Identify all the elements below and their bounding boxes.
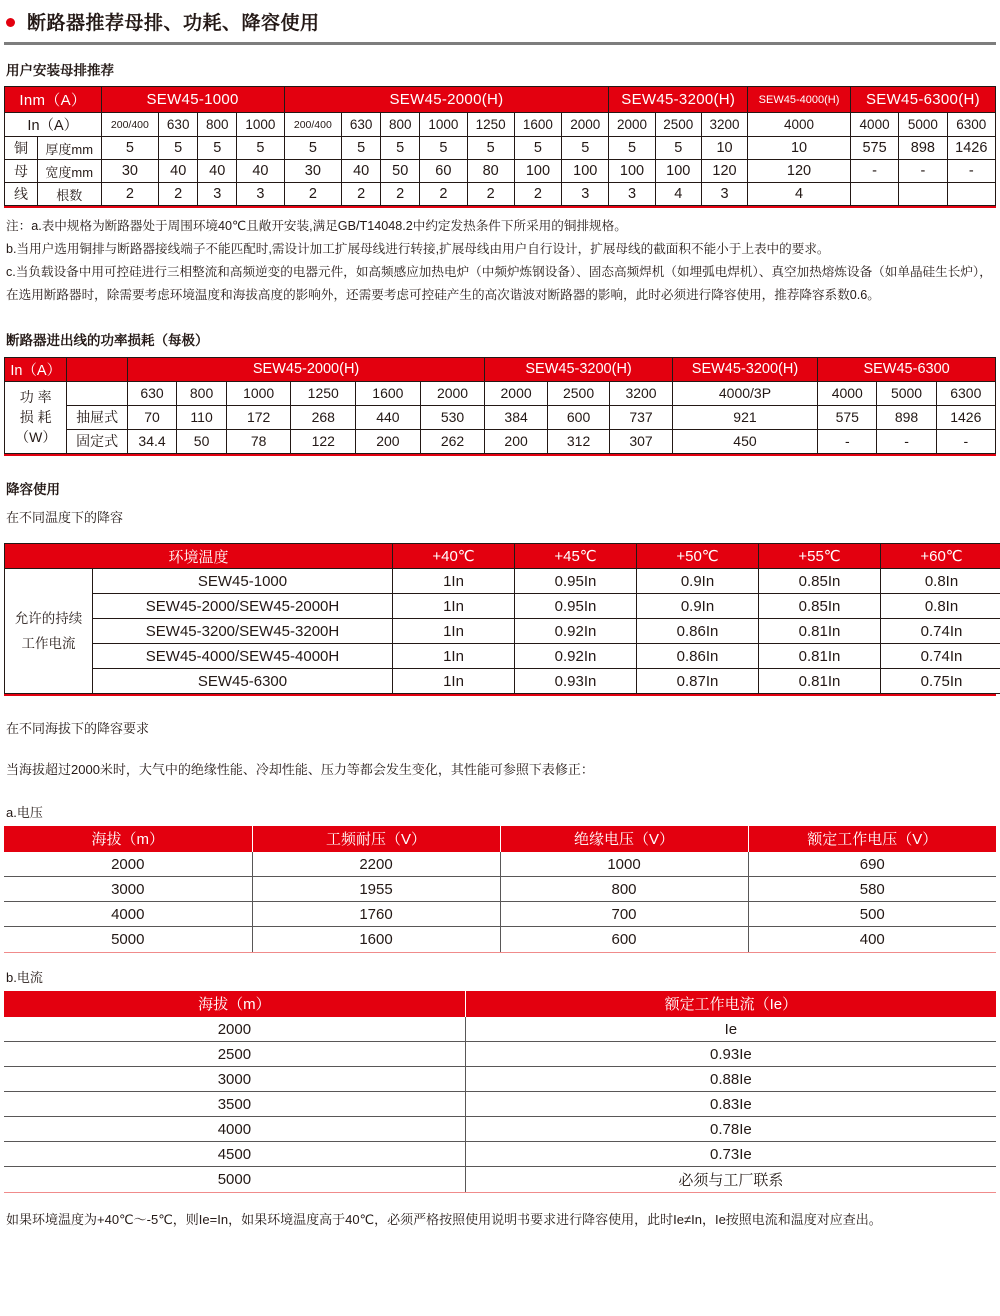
temp-header-ambient: 环境温度 — [5, 544, 393, 569]
busbar-in-value: 3200 — [701, 113, 747, 137]
busbar-cell: - — [850, 160, 898, 183]
busbar-in-row — [5, 113, 996, 137]
busbar-cell: 3 — [701, 183, 747, 206]
loss-table-bottom-rule — [4, 454, 996, 456]
busbar-cell: 898 — [899, 137, 947, 160]
busbar-group-sew45-1000: SEW45-1000 — [101, 87, 284, 113]
temp-cell: 1In — [393, 569, 515, 594]
busbar-cell: 30 — [284, 160, 342, 183]
temp-header-50: +50℃ — [637, 544, 759, 569]
busbar-cell: 100 — [562, 160, 609, 183]
busbar-in-value: 2500 — [655, 113, 701, 137]
busbar-cell: 5 — [342, 137, 381, 160]
loss-left-label-line-3: （W） — [15, 429, 57, 446]
loss-cell: 200 — [485, 429, 547, 453]
temp-row-model: SEW45-4000/SEW45-4000H — [93, 644, 393, 669]
voltage-cell: 700 — [500, 902, 748, 927]
loss-cell: 384 — [485, 405, 547, 429]
busbar-cell: 40 — [237, 160, 284, 183]
loss-ratings-row — [5, 381, 996, 405]
voltage-header-rated: 额定工作电压（V） — [748, 826, 996, 852]
current-cell: 2000 — [4, 1017, 465, 1042]
loss-row-label: 抽屉式 — [67, 405, 127, 429]
temp-table-wrap — [4, 543, 996, 696]
voltage-cell: 690 — [748, 852, 996, 877]
current-cell: 3000 — [4, 1067, 465, 1092]
loss-cell: 450 — [672, 429, 817, 453]
busbar-cell: - — [947, 160, 995, 183]
current-cell: Ie — [465, 1017, 996, 1042]
temp-cell: 0.9In — [637, 569, 759, 594]
busbar-cell: 2 — [342, 183, 381, 206]
current-table-wrap — [4, 991, 996, 1193]
busbar-in-value: 800 — [198, 113, 237, 137]
voltage-cell: 4000 — [4, 902, 252, 927]
subheading-alt-derate: 在不同海拔下的降容要求 — [6, 721, 150, 737]
loss-rating: 6300 — [936, 381, 995, 405]
loss-row-drawer — [5, 405, 996, 429]
voltage-cell: 1000 — [500, 852, 748, 877]
current-cell: 2500 — [4, 1042, 465, 1067]
loss-cell: 172 — [226, 405, 291, 429]
busbar-in-value: 1000 — [420, 113, 467, 137]
busbar-cell: 2 — [381, 183, 420, 206]
loss-cell: 575 — [818, 405, 877, 429]
busbar-cell: 5 — [284, 137, 342, 160]
temp-cell: 0.8In — [881, 569, 1000, 594]
loss-cell: - — [818, 429, 877, 453]
loss-cell: 110 — [177, 405, 227, 429]
loss-cell: 78 — [226, 429, 291, 453]
title-divider — [4, 42, 996, 45]
temp-cell: 0.92In — [515, 644, 637, 669]
busbar-group-sew45-4000h: SEW45-4000(H) — [748, 87, 851, 113]
loss-rating: 1000 — [226, 381, 291, 405]
temp-row — [5, 644, 1000, 669]
loss-left-label — [5, 381, 67, 453]
temp-cell: 0.85In — [759, 569, 881, 594]
busbar-note-a: 注：a.表中规格为断路器处于周围环境40℃且敞开安装,满足GB/T14048.2中约定发热条件下所采用的铜排规格。 — [6, 219, 627, 233]
loss-cell: 70 — [127, 405, 177, 429]
busbar-cell: 5 — [655, 137, 701, 160]
temp-row-model: SEW45-6300 — [93, 669, 393, 694]
busbar-cell: 2 — [284, 183, 342, 206]
busbar-cell: 2 — [514, 183, 561, 206]
loss-cell: 268 — [291, 405, 356, 429]
loss-row-label: 固定式 — [67, 429, 127, 453]
busbar-cell: - — [899, 160, 947, 183]
busbar-in-value: 5000 — [899, 113, 947, 137]
busbar-cell: 80 — [467, 160, 514, 183]
voltage-cell: 2000 — [4, 852, 252, 877]
voltage-row — [4, 902, 996, 927]
temp-cell: 0.95In — [515, 594, 637, 619]
page-title-row — [4, 8, 996, 35]
busbar-cell: 40 — [198, 160, 237, 183]
temp-cell: 0.74In — [881, 644, 1000, 669]
voltage-cell: 1760 — [252, 902, 500, 927]
busbar-cell — [899, 183, 947, 206]
current-cell: 0.88Ie — [465, 1067, 996, 1092]
loss-cell: 307 — [610, 429, 672, 453]
busbar-in-value: 2000 — [562, 113, 609, 137]
temp-header-60: +60℃ — [881, 544, 1000, 569]
temp-header-45: +45℃ — [515, 544, 637, 569]
loss-rating: 630 — [127, 381, 177, 405]
busbar-row-thickness — [5, 137, 996, 160]
busbar-cell: 100 — [655, 160, 701, 183]
busbar-cell: 100 — [514, 160, 561, 183]
temp-table-body — [5, 544, 1000, 694]
altitude-current-table — [4, 991, 996, 1192]
busbar-in-value: 6300 — [947, 113, 995, 137]
current-cell: 5000 — [4, 1167, 465, 1192]
voltage-row — [4, 927, 996, 952]
loss-cell: 737 — [610, 405, 672, 429]
busbar-cell: 4 — [748, 183, 851, 206]
loss-cell: 122 — [291, 429, 356, 453]
busbar-in-value: 630 — [159, 113, 198, 137]
loss-left-label-line-2: 损 耗 — [19, 408, 52, 425]
loss-cell: 262 — [420, 429, 485, 453]
section-heading-busbar: 用户安装母排推荐 — [6, 63, 114, 78]
busbar-cell: 50 — [381, 160, 420, 183]
loss-cell: - — [877, 429, 936, 453]
temp-header-55: +55℃ — [759, 544, 881, 569]
voltage-header-withstand: 工频耐压（V） — [252, 826, 500, 852]
loss-rating: 4000/3P — [672, 381, 817, 405]
temp-row-model: SEW45-1000 — [93, 569, 393, 594]
voltage-cell: 400 — [859, 931, 885, 949]
loss-cell: 600 — [547, 405, 609, 429]
loss-group-sew45-3200h-4000: SEW45-3200(H) — [672, 357, 817, 381]
current-cell: 0.73Ie — [465, 1142, 996, 1167]
busbar-note-c: c.当负载设备中用可控硅进行三相整流和高频逆变的电器元件，如高频感应加热电炉（中频炉炼钢设备）、固态高频焊机（如埋弧电焊机）、真空加热熔炼设备（如单晶硅生长炉），在选用断路器时，除需要考虑环境温度和海拔高度的影响外，还需要考虑可控硅产生的高次谐波对断路器的影响，此时必须进行降容使用，推荐降容系数0.6。 — [6, 264, 992, 302]
busbar-cell: 3 — [609, 183, 655, 206]
temp-cell: 1In — [393, 619, 515, 644]
busbar-side-char-1: 铜 — [5, 137, 38, 160]
busbar-cell: 5 — [381, 137, 420, 160]
temp-row-model: SEW45-3200/SEW45-3200H — [93, 619, 393, 644]
busbar-cell: 2 — [159, 183, 198, 206]
busbar-cell: 5 — [237, 137, 284, 160]
busbar-group-sew45-6300h: SEW45-6300(H) — [850, 87, 995, 113]
current-cell: 0.83Ie — [465, 1092, 996, 1117]
busbar-in-value: 630 — [342, 113, 381, 137]
loss-cell: 921 — [672, 405, 817, 429]
loss-row-fixed — [5, 429, 996, 453]
current-table-label: b.电流 — [6, 969, 43, 985]
loss-table-body — [5, 357, 996, 453]
voltage-table-bottom-rule — [4, 952, 996, 953]
busbar-cell: 4 — [655, 183, 701, 206]
temp-cell: 1In — [393, 669, 515, 694]
busbar-in-value: 200/400 — [284, 113, 342, 137]
temp-header-row — [5, 544, 1000, 569]
busbar-in-value: 1250 — [467, 113, 514, 137]
current-row — [4, 1117, 996, 1142]
busbar-cell: 60 — [420, 160, 467, 183]
busbar-row-label: 宽度mm — [37, 160, 101, 183]
busbar-cell: 40 — [342, 160, 381, 183]
busbar-cell: 2 — [467, 183, 514, 206]
temp-cell: 0.87In — [637, 669, 759, 694]
loss-table-wrap — [4, 357, 996, 456]
current-row — [4, 1167, 996, 1192]
loss-group-header-row — [5, 357, 996, 381]
busbar-in-value: 200/400 — [101, 113, 159, 137]
temp-row — [5, 594, 1000, 619]
loss-header-spacer — [67, 357, 127, 381]
voltage-cell: 1955 — [252, 877, 500, 902]
loss-cell: 898 — [877, 405, 936, 429]
voltage-cell: 500 — [748, 902, 996, 927]
temp-header-40: +40℃ — [393, 544, 515, 569]
voltage-table-label: a.电压 — [6, 804, 43, 820]
temp-cell: 0.81In — [759, 644, 881, 669]
temp-left-label — [5, 569, 93, 694]
busbar-cell: 40 — [159, 160, 198, 183]
alt-intro-text: 当海拔超过2000米时，大气中的绝缘性能、冷却性能、压力等都会发生变化，其性能可参照下表修正： — [6, 762, 594, 778]
busbar-cell: 5 — [420, 137, 467, 160]
busbar-table-bottom-rule — [4, 206, 996, 208]
current-row — [4, 1092, 996, 1117]
voltage-table-body — [4, 826, 996, 952]
voltage-row — [4, 852, 996, 877]
busbar-note-b: b.当用户选用铜排与断路器接线端子不能匹配时,需设计加工扩展母线进行转接,扩展母线由用户自行设计，扩展母线的截面积不能小于上表中的要求。 — [6, 241, 830, 256]
busbar-cell: 5 — [159, 137, 198, 160]
busbar-in-value: 1000 — [237, 113, 284, 137]
busbar-inm-label: Inm（A） — [5, 87, 102, 113]
busbar-cell: 5 — [101, 137, 159, 160]
loss-cell: 200 — [356, 429, 421, 453]
voltage-cell: 5000 — [4, 927, 252, 952]
busbar-row-label: 根数 — [37, 183, 101, 206]
voltage-cell: 800 — [500, 877, 748, 902]
loss-ratings-rowlabel-blank — [67, 381, 127, 405]
loss-rating: 3200 — [610, 381, 672, 405]
altitude-voltage-table — [4, 826, 996, 952]
busbar-side-char-2: 母 — [5, 160, 38, 183]
temp-cell: 0.75In — [881, 669, 1000, 694]
current-cell: 0.78Ie — [465, 1117, 996, 1142]
loss-cell: 312 — [547, 429, 609, 453]
loss-rating: 800 — [177, 381, 227, 405]
current-table-bottom-rule — [4, 1192, 996, 1193]
loss-group-sew45-3200h: SEW45-3200(H) — [485, 357, 672, 381]
busbar-table-wrap — [4, 86, 996, 208]
page-title: 断路器推荐母排、功耗、降容使用 — [27, 13, 320, 34]
loss-group-sew45-2000h: SEW45-2000(H) — [127, 357, 485, 381]
loss-rating: 1600 — [356, 381, 421, 405]
loss-in-label: In（A） — [5, 357, 67, 381]
temp-row — [5, 669, 1000, 694]
busbar-side-char-3: 线 — [5, 183, 38, 206]
loss-left-label-line-1: 功 率 — [19, 388, 52, 405]
voltage-cell: 600 — [500, 927, 748, 952]
busbar-cell: 2 — [101, 183, 159, 206]
busbar-cell: 3 — [237, 183, 284, 206]
loss-cell: 1426 — [936, 405, 995, 429]
current-header-row — [4, 991, 996, 1017]
busbar-cell — [850, 183, 898, 206]
busbar-cell: 10 — [748, 137, 851, 160]
busbar-cell — [947, 183, 995, 206]
temp-cell: 0.81In — [759, 669, 881, 694]
temp-cell: 0.86In — [637, 644, 759, 669]
busbar-row-count — [5, 183, 996, 206]
temp-left-label-line-1: 允许的持续 — [14, 610, 83, 626]
temp-left-label-line-2: 工作电流 — [21, 636, 76, 652]
loss-rating: 1250 — [291, 381, 356, 405]
temp-cell: 1In — [393, 594, 515, 619]
temp-table-bottom-rule — [4, 694, 996, 696]
current-cell: 3500 — [4, 1092, 465, 1117]
loss-rating: 4000 — [818, 381, 877, 405]
current-header-rated: 额定工作电流（Ie） — [465, 991, 996, 1017]
busbar-in-value: 4000 — [748, 113, 851, 137]
current-cell: 0.93Ie — [465, 1042, 996, 1067]
busbar-in-value: 1600 — [514, 113, 561, 137]
loss-group-sew45-6300: SEW45-6300 — [818, 357, 996, 381]
busbar-cell: 5 — [562, 137, 609, 160]
busbar-table — [4, 86, 996, 206]
temp-cell: 0.95In — [515, 569, 637, 594]
current-cell: 4500 — [4, 1142, 465, 1167]
voltage-cell: 3000 — [4, 877, 252, 902]
temp-row — [5, 619, 1000, 644]
section-heading-derate: 降容使用 — [6, 481, 60, 497]
loss-cell: 34.4 — [127, 429, 177, 453]
temp-row — [5, 569, 1000, 594]
current-cell: 必须与工厂联系 — [678, 1172, 784, 1190]
temperature-derating-table — [4, 543, 1000, 694]
busbar-cell: 120 — [748, 160, 851, 183]
current-header-altitude: 海拔（m） — [4, 991, 465, 1017]
busbar-notes — [6, 215, 996, 307]
busbar-group-header-row — [5, 87, 996, 113]
temp-cell: 0.93In — [515, 669, 637, 694]
derate-footnote: 如果环境温度为+40℃～-5℃，则Ie=In，如果环境温度高于40℃，必须严格按照使用说明书要求进行降容使用，此时Ie≠In，Ie按照电流和温度对应查出。 — [6, 1211, 882, 1227]
current-cell: 4000 — [4, 1117, 465, 1142]
busbar-in-value: 4000 — [850, 113, 898, 137]
busbar-cell: 1426 — [947, 137, 995, 160]
voltage-cell: 580 — [748, 877, 996, 902]
loss-rating: 2000 — [485, 381, 547, 405]
temp-cell: 0.86In — [637, 619, 759, 644]
current-row — [4, 1067, 996, 1092]
loss-rating: 5000 — [877, 381, 936, 405]
busbar-cell: 5 — [514, 137, 561, 160]
busbar-in-value: 800 — [381, 113, 420, 137]
current-row — [4, 1142, 996, 1167]
busbar-cell: 3 — [198, 183, 237, 206]
section-heading-loss: 断路器进出线的功率损耗（每极） — [6, 332, 209, 348]
loss-rating: 2000 — [420, 381, 485, 405]
voltage-header-insulation: 绝缘电压（V） — [500, 826, 748, 852]
loss-rating: 2500 — [547, 381, 609, 405]
temp-cell: 0.74In — [881, 619, 1000, 644]
temp-row-model: SEW45-2000/SEW45-2000H — [93, 594, 393, 619]
busbar-group-sew45-2000h: SEW45-2000(H) — [284, 87, 609, 113]
temp-cell: 0.81In — [759, 619, 881, 644]
subheading-temp-derate: 在不同温度下的降容 — [6, 509, 124, 525]
bullet-icon — [6, 18, 15, 27]
busbar-row-label: 厚度mm — [37, 137, 101, 160]
power-loss-table — [4, 357, 996, 454]
voltage-row — [4, 877, 996, 902]
temp-cell: 0.92In — [515, 619, 637, 644]
voltage-cell: 1600 — [252, 927, 500, 952]
busbar-in-value: 2000 — [609, 113, 655, 137]
busbar-cell: 2 — [420, 183, 467, 206]
busbar-cell: 575 — [850, 137, 898, 160]
busbar-cell: 5 — [467, 137, 514, 160]
temp-cell: 1In — [393, 644, 515, 669]
busbar-cell: 120 — [701, 160, 747, 183]
busbar-row-width — [5, 160, 996, 183]
voltage-header-altitude: 海拔（m） — [4, 826, 252, 852]
temp-cell: 0.8In — [881, 594, 1000, 619]
loss-cell: - — [936, 429, 995, 453]
busbar-group-sew45-3200h: SEW45-3200(H) — [609, 87, 748, 113]
voltage-cell: 2200 — [252, 852, 500, 877]
current-table-body — [4, 991, 996, 1192]
temp-cell: 0.85In — [759, 594, 881, 619]
busbar-table-body — [5, 87, 996, 206]
busbar-cell: 30 — [101, 160, 159, 183]
busbar-cell: 5 — [198, 137, 237, 160]
loss-cell: 530 — [420, 405, 485, 429]
busbar-cell: 10 — [701, 137, 747, 160]
busbar-cell: 5 — [609, 137, 655, 160]
busbar-cell: 3 — [562, 183, 609, 206]
loss-cell: 440 — [356, 405, 421, 429]
loss-cell: 50 — [177, 429, 227, 453]
busbar-cell: 100 — [609, 160, 655, 183]
current-row — [4, 1017, 996, 1042]
busbar-in-label: In（A） — [5, 113, 102, 137]
current-row — [4, 1042, 996, 1067]
voltage-header-row — [4, 826, 996, 852]
voltage-table-wrap — [4, 826, 996, 953]
temp-cell: 0.9In — [637, 594, 759, 619]
